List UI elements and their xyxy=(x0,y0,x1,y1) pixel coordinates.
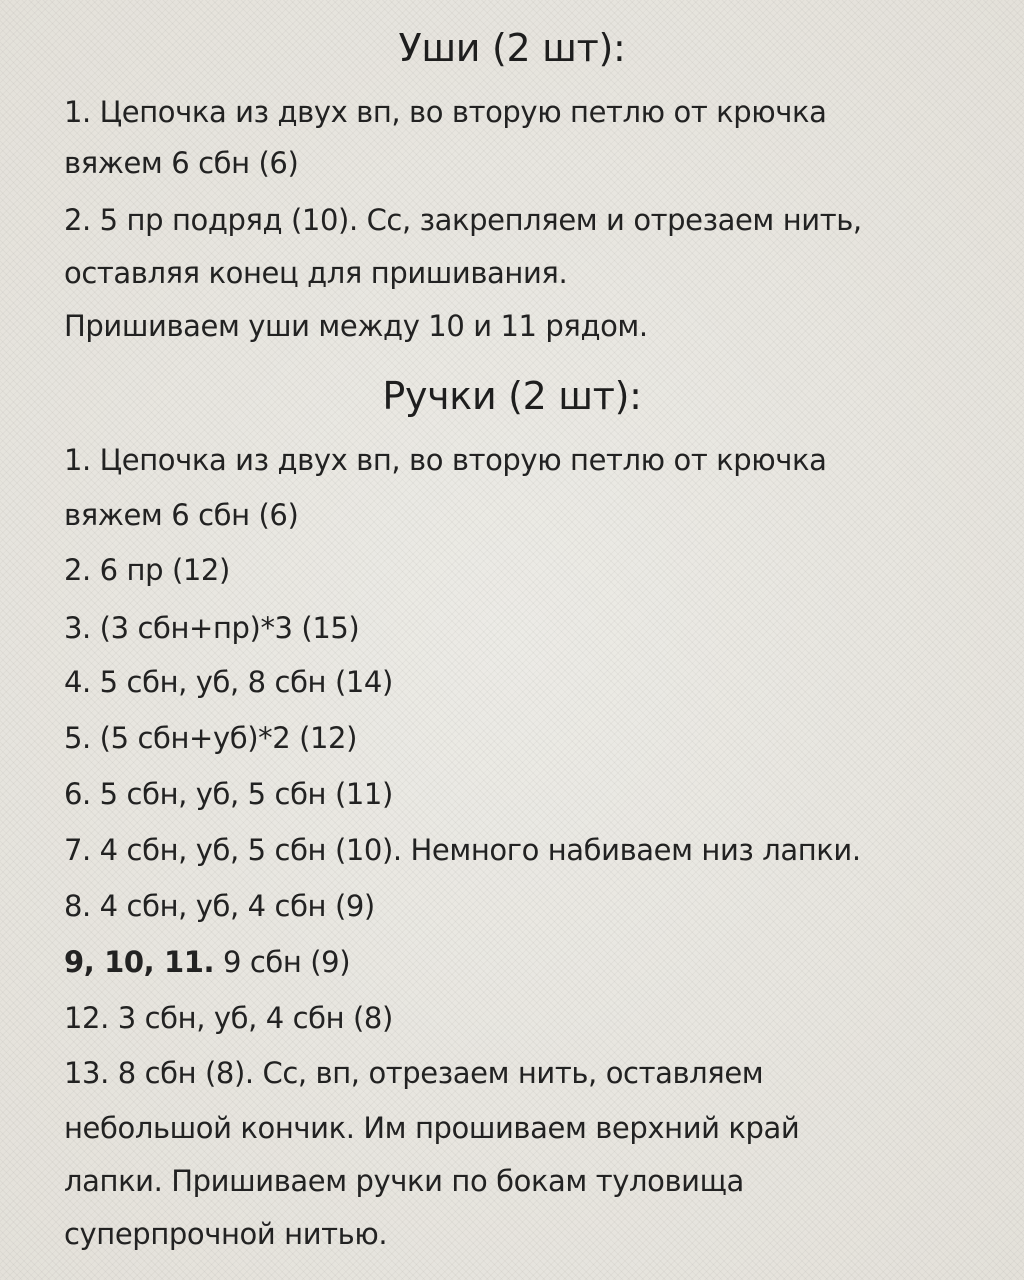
ears-heading: Уши (2 шт): xyxy=(398,26,626,70)
ears-line-2: вяжем 6 сбн (6) xyxy=(64,146,299,180)
arms-line-9: 8. 4 сбн, уб, 4 сбн (9) xyxy=(64,889,375,923)
ears-line-4: оставляя конец для пришивания. xyxy=(64,256,568,290)
arms-line-5: 4. 5 сбн, уб, 8 сбн (14) xyxy=(64,665,393,699)
arms-row-text: 9 сбн (9) xyxy=(214,945,351,979)
arms-heading: Ручки (2 шт): xyxy=(382,374,642,418)
arms-line-4: 3. (3 сбн+пр)*3 (15) xyxy=(64,611,360,645)
ears-line-3: 2. 5 пр подряд (10). Сс, закрепляем и отрезаем нить, xyxy=(64,203,862,237)
arms-line-1: 1. Цепочка из двух вп, во вторую петлю от крючка xyxy=(64,443,827,477)
arms-line-3: 2. 6 пр (12) xyxy=(64,553,230,587)
arms-line-6: 5. (5 сбн+уб)*2 (12) xyxy=(64,721,358,755)
arms-row-number-bold: 9, 10, 11. xyxy=(64,945,215,979)
arms-line-13: небольшой кончик. Им прошиваем верхний край xyxy=(64,1111,800,1145)
arms-line-14: лапки. Пришиваем ручки по бокам туловища xyxy=(64,1164,744,1198)
ears-line-1: 1. Цепочка из двух вп, во вторую петлю от крючка xyxy=(64,95,827,129)
arms-line-12: 13. 8 сбн (8). Сс, вп, отрезаем нить, оставляем xyxy=(64,1056,764,1090)
arms-line-8: 7. 4 сбн, уб, 5 сбн (10). Немного набиваем низ лапки. xyxy=(64,833,861,867)
arms-line-2: вяжем 6 сбн (6) xyxy=(64,498,299,532)
arms-line-7: 6. 5 сбн, уб, 5 сбн (11) xyxy=(64,777,393,811)
arms-line-10 xyxy=(64,942,1014,982)
arms-line-15: суперпрочной нитью. xyxy=(64,1217,388,1251)
ears-line-5: Пришиваем уши между 10 и 11 рядом. xyxy=(64,309,648,343)
arms-line-11: 12. 3 сбн, уб, 4 сбн (8) xyxy=(64,1001,393,1035)
